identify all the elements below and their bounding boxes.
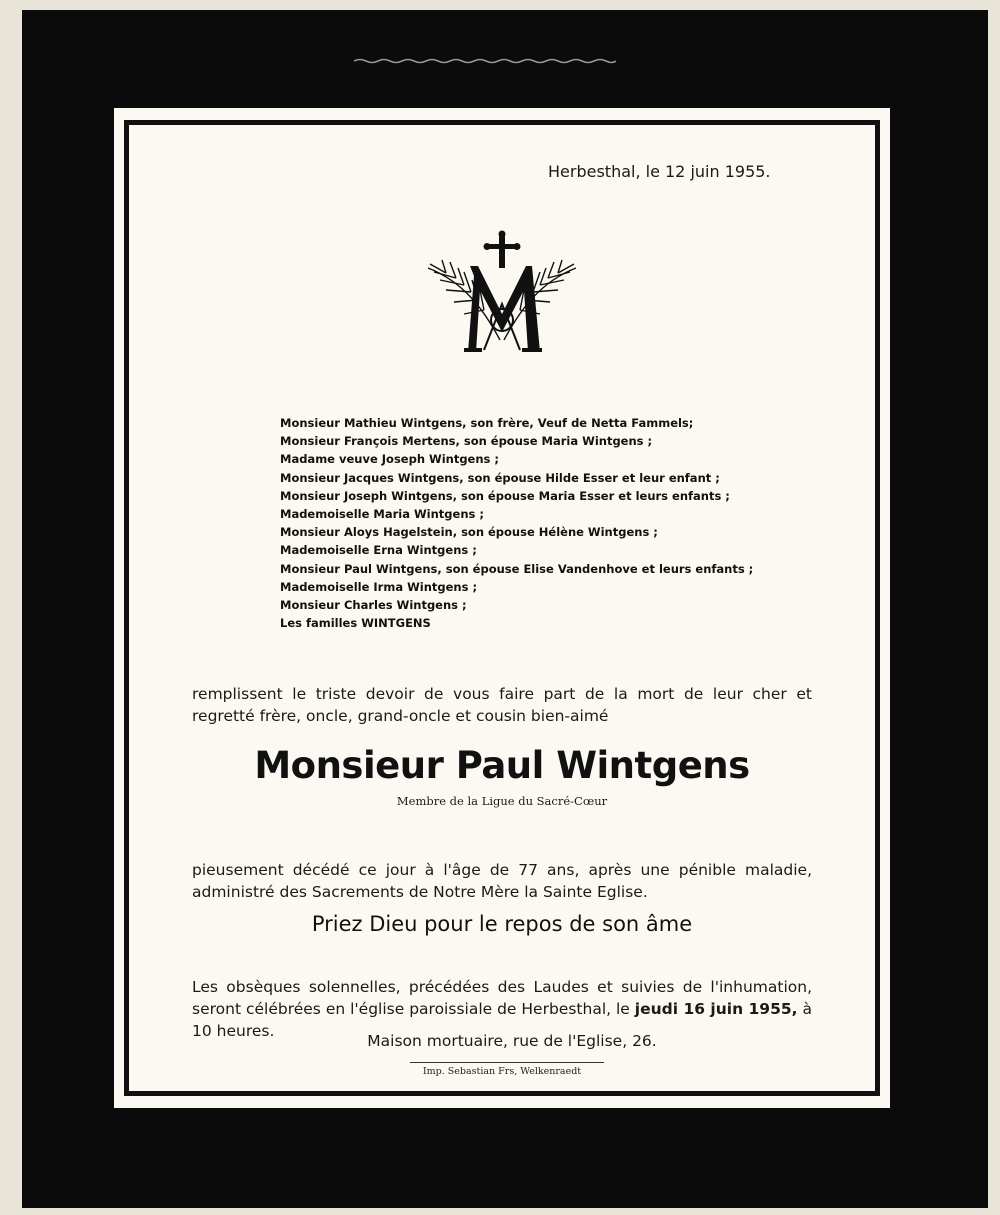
printer-credit: Imp. Sebastian Frs, Welkenraedt	[422, 1066, 582, 1077]
family-member-line: Monsieur François Mertens, son épouse Maria Wintgens ;	[280, 434, 653, 449]
date-line: Herbesthal, le 12 juin 1955.	[548, 162, 771, 181]
funeral-time: à 10 heures.	[192, 999, 812, 1040]
deceased-membership: Membre de la Ligue du Sacré-Cœur	[396, 794, 608, 808]
family-member-line: Monsieur Joseph Wintgens, son épouse Maria Esser et leurs enfants ;	[280, 488, 730, 503]
family-members-list	[280, 414, 820, 632]
cross-icon	[484, 231, 521, 269]
family-member-line: Mademoiselle Erna Wintgens ;	[280, 543, 477, 558]
family-member-line: Monsieur Mathieu Wintgens, son frère, Veuf de Netta Fammels;	[280, 416, 694, 430]
announcement-paragraph: remplissent le triste devoir de vous faire part de la mort de leur cher et regretté frère, oncle, grand-oncle et cousin bien-aimé	[192, 684, 812, 725]
marian-monogram-with-cross-and-palms-icon	[424, 230, 580, 356]
family-member-line: Monsieur Jacques Wintgens, son épouse Hilde Esser et leur enfant ;	[280, 470, 720, 485]
death-details-paragraph: pieusement décédé ce jour à l'âge de 77 ans, après une pénible maladie, administré des Sacrements de Notre Mère la Sainte Eglise.	[192, 860, 812, 901]
prayer-heading: Priez Dieu pour le repos de son âme	[311, 912, 693, 936]
family-member-line: Mademoiselle Irma Wintgens ;	[280, 579, 478, 594]
family-member-line: Monsieur Paul Wintgens, son épouse Elise Vandenhove et leurs enfants ;	[280, 561, 754, 576]
family-member-line: Les familles WINTGENS	[280, 616, 431, 631]
funeral-text-before: Les obsèques solennelles, précédées des Laudes et suivies de l'inhumation, seront célébrées en l'église paroissiale de Herbesthal, le	[192, 977, 812, 1018]
family-member-line: Monsieur Charles Wintgens ;	[280, 598, 467, 613]
mortuary-house-address: Maison mortuaire, rue de l'Eglise, 26.	[367, 1032, 657, 1050]
divider	[410, 1062, 604, 1063]
family-member-line: Mademoiselle Maria Wintgens ;	[280, 507, 484, 522]
staple-stitch	[354, 58, 616, 64]
family-member-line: Monsieur Aloys Hagelstein, son épouse Hélène Wintgens ;	[280, 525, 658, 540]
deceased-name: Monsieur Paul Wintgens	[254, 744, 750, 787]
notice-card	[114, 108, 890, 1108]
family-member-line: Madame veuve Joseph Wintgens ;	[280, 452, 499, 467]
funeral-date: jeudi 16 juin 1955,	[634, 999, 798, 1018]
